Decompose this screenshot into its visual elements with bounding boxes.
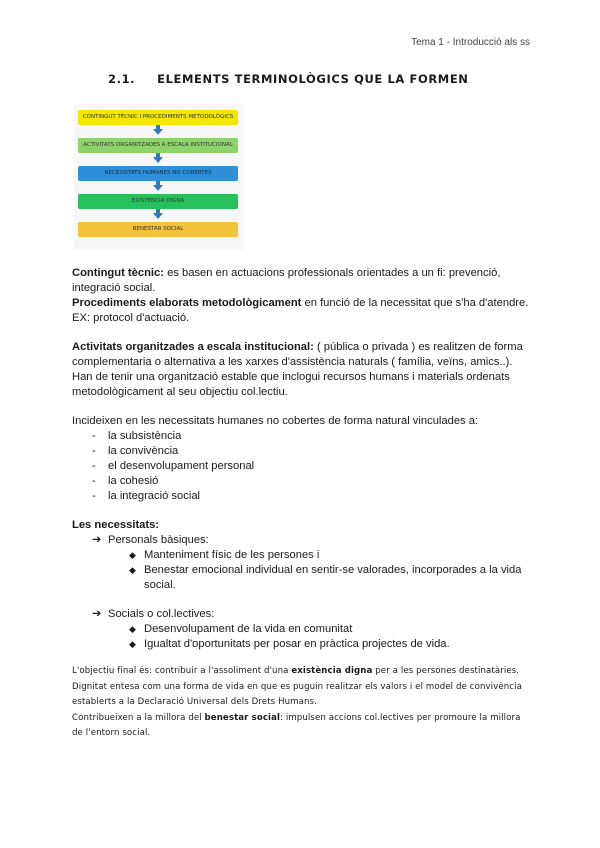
term-activitats: Activitats organitzades a escala institucional: — [72, 341, 314, 353]
diagram-step-2: ACTIVITATS ORGANITZADES A ESCALA INSTITUCIONAL — [78, 138, 238, 153]
paragraph-activitats — [72, 340, 532, 400]
paragraph-text: en funció de la necessitat que s'ha d'atendre. EX: protocol d'actuació. — [72, 297, 529, 324]
document-body — [72, 266, 532, 742]
arrow-bullet-icon: ➔ — [92, 534, 102, 546]
needs-list — [72, 429, 532, 504]
list-item: ◆ Benestar emocional individual en sentir-se valorades, incorporades a la vida social. — [129, 564, 522, 591]
diagram-step-1: CONTINGUT TÈCNIC I PROCEDIMENTS METODOLÒGICS — [78, 110, 238, 125]
necessitats-social-label: Socials o col.lectives: — [108, 608, 215, 620]
diamond-bullet-icon: ◆ — [129, 565, 136, 575]
term-procediments: Procediments elaborats metodològicament — [72, 297, 302, 309]
diagram-arrow-down-icon — [153, 157, 163, 163]
diagram-arrow-down-icon — [153, 213, 163, 219]
final-notes — [72, 664, 532, 742]
diagram-step-4: EXISTÈNCIA DIGNA — [78, 194, 238, 209]
list-item: - la integració social — [72, 489, 532, 504]
final-line-1: L'objectiu final és: contribuir a l'assoliment d'una existència digna per a les persones destinatàries. — [72, 666, 520, 676]
paragraph-procediments — [72, 296, 532, 326]
paragraph-incideixen: Incideixen en les necessitats humanes no cobertes de forma natural vinculades a: — [72, 415, 479, 427]
diagram-step-3: NECESSITATS HUMANES NO COBERTES — [78, 166, 238, 181]
basic-items — [72, 548, 532, 593]
arrow-bullet-icon: ➔ — [92, 608, 102, 620]
diamond-bullet-icon: ◆ — [129, 624, 136, 634]
section-number: 2.1. — [108, 72, 136, 86]
list-item: ◆ Manteniment físic de les persones i — [129, 549, 320, 561]
diagram-arrow-down-icon — [153, 129, 163, 135]
necessitats-basic — [72, 533, 532, 548]
page-header: Tema 1 - Introducció als ss — [411, 37, 530, 48]
term-contingut: Contingut tècnic: — [72, 267, 164, 279]
necessitats-basic-label: Personals bàsiques: — [108, 534, 209, 546]
list-item: - la subsistència — [72, 429, 532, 444]
list-item: - el desenvolupament personal — [72, 459, 532, 474]
diagram-arrow-down-icon — [153, 185, 163, 191]
final-line-3: Contribueixen a la millora del benestar social: impulsen accions col.lectives per promoure la millora de l'entorn social. — [72, 712, 521, 738]
diamond-bullet-icon: ◆ — [129, 550, 136, 560]
final-line-2: Dignitat entesa com una forma de vida en que es puguin realitzar els valors i el model de convivència establerts a la Declaració Universal dels Drets Humans. — [72, 681, 522, 707]
list-item: ◆ Igualtat d'oportunitats per posar en pràctica projectes de vida. — [129, 638, 450, 650]
necessitats-social — [72, 607, 532, 622]
diamond-bullet-icon: ◆ — [129, 639, 136, 649]
paragraph-text: ( pública o privada ) es realitzen de forma complementaria o alternativa a les xarxes d'assistència naturals ( família, veïns, amics..). Han de tenir una organització estable que inclogui recursos humans i materials ordenats metodològicament al seu objectiu col.lectiu. — [72, 341, 523, 398]
paragraph-text: es basen en actuacions professionals orientades a un fi: prevenció, integració social. — [72, 267, 501, 294]
list-item: - la convivència — [72, 444, 532, 459]
section-heading — [108, 72, 469, 86]
list-item: - la cohesió — [72, 474, 532, 489]
process-diagram — [74, 104, 244, 250]
paragraph-contingut — [72, 266, 532, 296]
section-title: ELEMENTS TERMINOLÒGICS QUE LA FORMEN — [157, 72, 469, 86]
social-items — [72, 622, 532, 652]
necessitats-title: Les necessitats: — [72, 519, 160, 531]
list-item: ◆ Desenvolupament de la vida en comunitat — [129, 623, 353, 635]
diagram-step-5: BENESTAR SOCIAL — [78, 222, 238, 237]
